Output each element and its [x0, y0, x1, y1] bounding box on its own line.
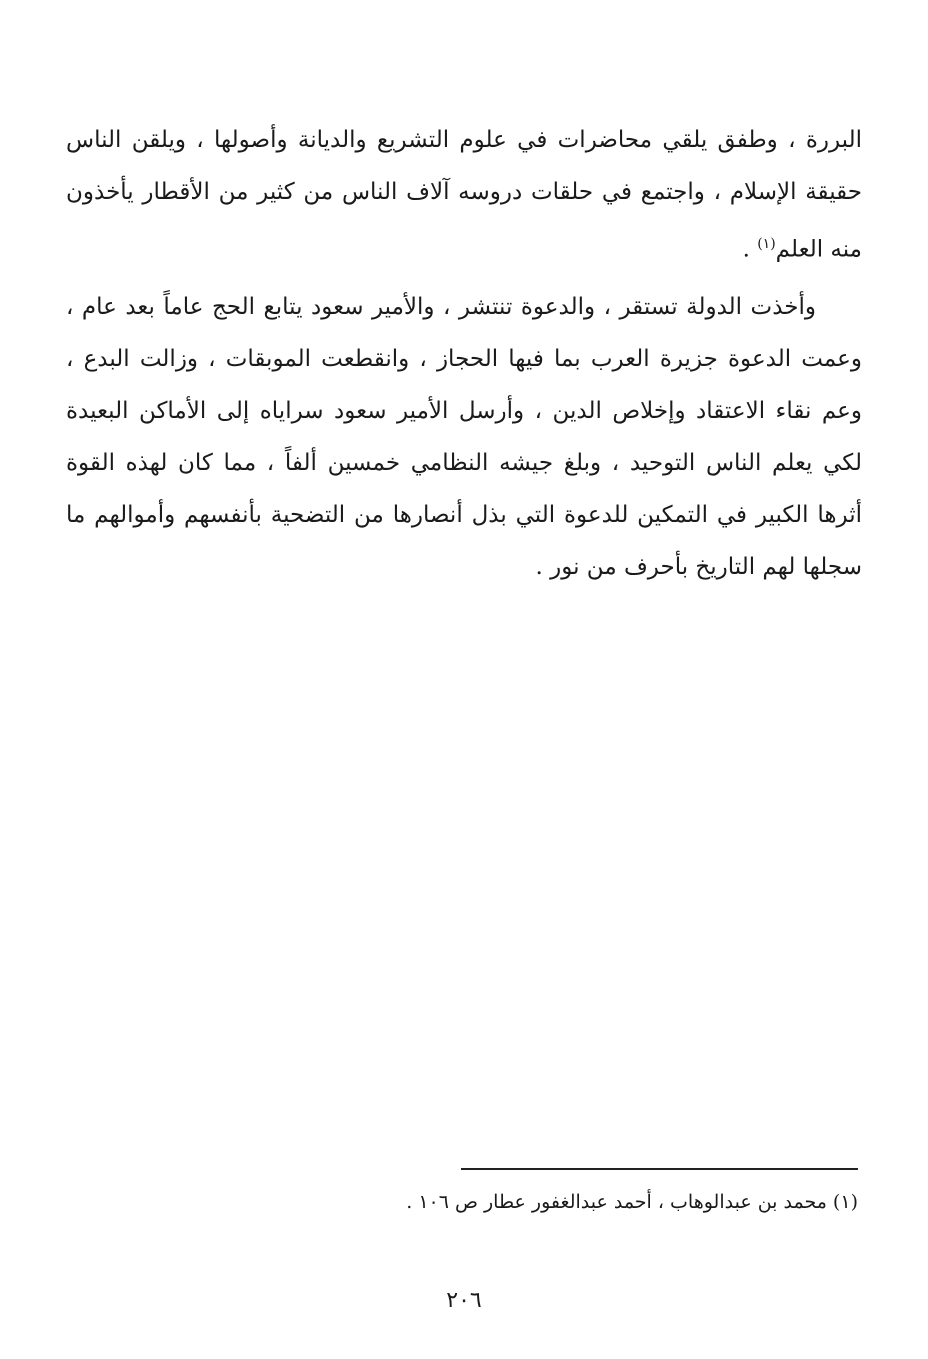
- footnote-reference[interactable]: (١): [757, 236, 776, 252]
- footnote: (١) محمد بن عبدالوهاب ، أحمد عبدالغفور عطار ص ١٠٦ .: [406, 1191, 858, 1213]
- paragraph-1-tail: .: [742, 236, 758, 263]
- paragraph-1: [66, 114, 862, 276]
- paragraph-1-text: البررة ، وطفق يلقي محاضرات في علوم التشريع والديانة وأصولها ، ويلقن الناس حقيقة الإسلام ، واجتمع في حلقات دروسه آلاف الناس من كثير من الأقطار يأخذون منه العلم: [66, 127, 862, 263]
- paragraph-2: [66, 281, 862, 593]
- paragraph-2-text: وأخذت الدولة تستقر ، والدعوة تنتشر ، والأمير سعود يتابع الحج عاماً بعد عام ، وعمت الدعوة جزيرة العرب بما فيها الحجاز ، وانقطعت الموبقات ، وزالت البدع ، وعم نقاء الاعتقاد وإخلاص الدين ، وأرسل الأمير سعود سراياه إلى الأماكن البعيدة لكي يعلم الناس التوحيد ، وبلغ جيشه النظامي خمسين ألفاً ، مما كان لهذه القوة أثرها الكبير في التمكين للدعوة التي بذل أنصارها من التضحية بأنفسهم وأموالهم ما سجلها لهم التاريخ بأحرف من نور .: [66, 294, 862, 580]
- page-number: ٢٠٦: [446, 1288, 482, 1313]
- footnote-separator: [461, 1168, 858, 1170]
